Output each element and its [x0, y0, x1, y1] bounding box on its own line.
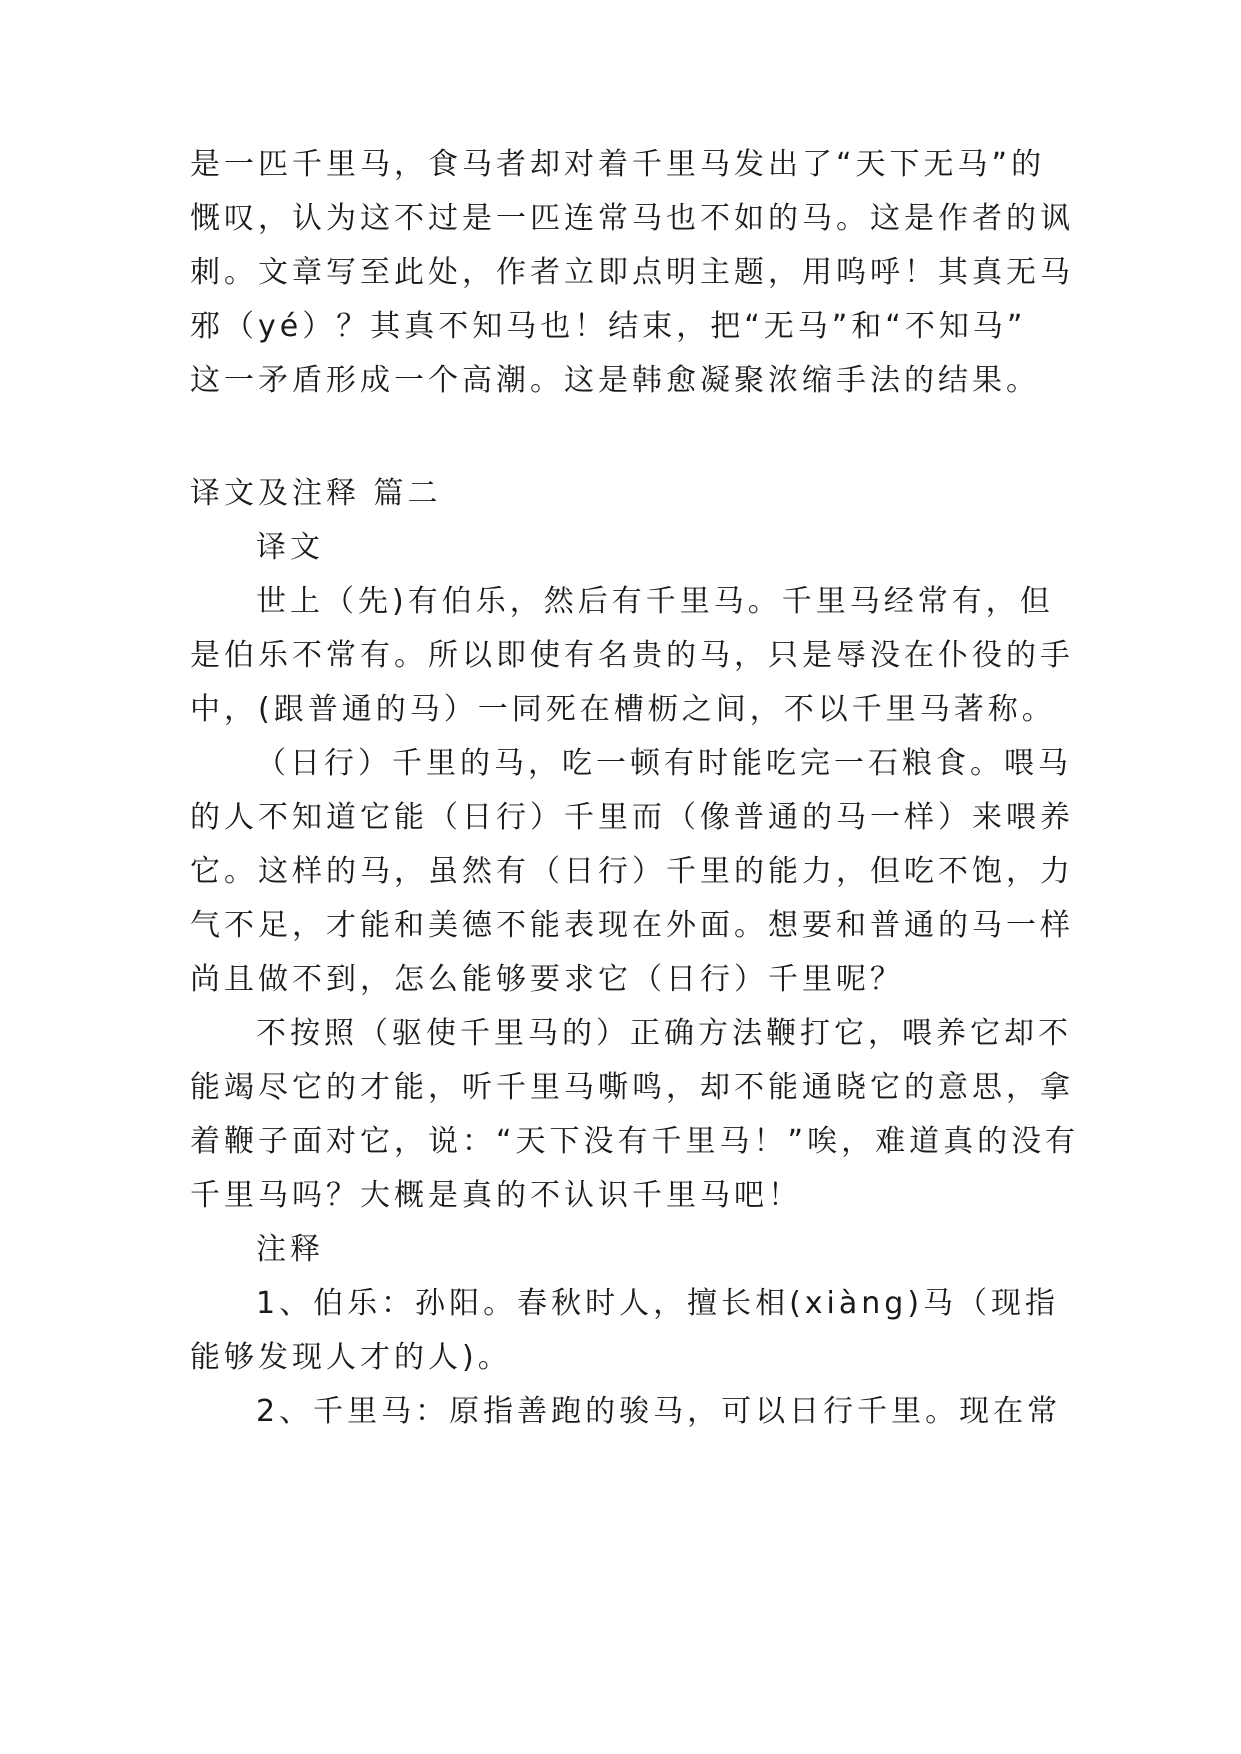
paragraph-line: 不按照（驱使千里马的）正确方法鞭打它，喂养它却不 [256, 1016, 1072, 1051]
note-line: 能够发现人才的人)。 [190, 1340, 512, 1375]
note-line: 2、千里马：原指善跑的骏马，可以日行千里。现在常 [256, 1394, 1062, 1429]
translation-heading: 译文 [256, 530, 324, 565]
paragraph-line: 能竭尽它的才能，听千里马嘶鸣，却不能通晓它的意思，拿 [190, 1070, 1074, 1105]
paragraph-line: （日行）千里的马，吃一顿有时能吃完一石粮食。喂马 [256, 746, 1072, 781]
paragraph-line: 是伯乐不常有。所以即使有名贵的马，只是辱没在仆役的手 [190, 638, 1074, 673]
intro-line: 慨叹，认为这不过是一匹连常马也不如的马。这是作者的讽 [190, 201, 1074, 236]
paragraph-line: 的人不知道它能（日行）千里而（像普通的马一样）来喂养 [190, 800, 1074, 835]
paragraph-line: 着鞭子面对它，说：“天下没有千里马！”唉，难道真的没有 [190, 1124, 1080, 1159]
intro-line: 这一矛盾形成一个高潮。这是韩愈凝聚浓缩手法的结果。 [190, 363, 1040, 398]
paragraph-line: 气不足，才能和美德不能表现在外面。想要和普通的马一样 [190, 908, 1074, 943]
paragraph-line: 它。这样的马，虽然有（日行）千里的能力，但吃不饱，力 [190, 854, 1074, 889]
notes-heading: 注释 [256, 1232, 324, 1267]
intro-line: 刺。文章写至此处，作者立即点明主题，用呜呼！其真无马 [190, 255, 1074, 290]
paragraph-line: 中，(跟普通的马）一同死在槽枥之间，不以千里马著称。 [190, 692, 1056, 727]
paragraph-line: 尚且做不到，怎么能够要求它（日行）千里呢？ [190, 962, 904, 997]
intro-line: 是一匹千里马，食马者却对着千里马发出了“天下无马”的 [190, 147, 1046, 182]
paragraph-line: 世上（先)有伯乐，然后有千里马。千里马经常有，但 [256, 584, 1054, 619]
paragraph-line: 千里马吗？大概是真的不认识千里马吧！ [190, 1178, 802, 1213]
intro-line: 邪（yé）？其真不知马也！结束，把“无马”和“不知马” [190, 309, 1027, 344]
section-title: 译文及注释 篇二 [190, 476, 442, 511]
note-line: 1、伯乐：孙阳。春秋时人，擅长相(xiàng)马（现指 [256, 1286, 1060, 1321]
